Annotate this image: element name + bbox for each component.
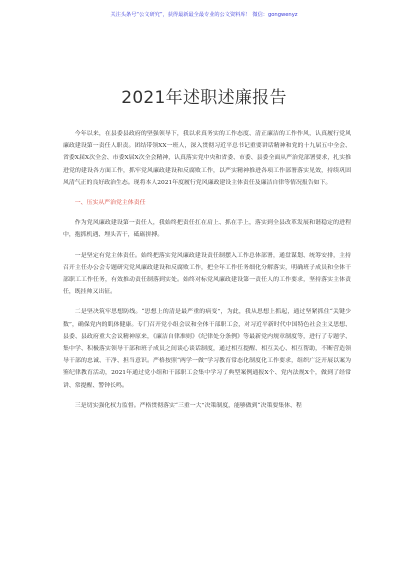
body-paragraph: 二是坚决筑牢思想防线。“思想上的清是最严重的病变”，为此，我从思想上抓起，通过坚紧抓住“关键少数”，确保党内的肌体健康。专门召开党小组会议和全体干部职工会，对习近平新时代中国特色社会主义思想、县委、县政府重大会议精神原来，《廉洁自律准则》《纪律处分条例》等最新党内规章制度等，进行了专题学、集中学、积极落实领导干部和班子成员之间谈心谈话制度，通过相互提醒、相互关心、相互帮助，不断营造领导干部的忠诚、干净、担当意识。严格按照“两学一做”学习教育常态化制度化工作要求，组织广泛开展以案为鉴纪律教育活动，2021年通过党小组和干部职工会集中学习了典型案例通报X个、党内法规X个，做到了经常讲、常提醒、警钟长鸣。 [63, 309, 351, 389]
document-body [63, 128, 351, 412]
document-title: 2021年述职述廉报告 [121, 88, 287, 108]
body-paragraph: 一是坚定有党主体责任。始终把落实党风廉政建设责任制摆入工作总体部署，通盘谋划、统筹安排，主持召开主任办公会专题研究党风廉政建设和反腐败工作，把全年工作任务细化分解落实，明确班子成员和全体干部职工工作任务，有效推动责任制落到实处。始终对标党风廉政建设第一责任人的工作要求，坚持落实主体责任，既挂帅又出征。 [63, 252, 351, 296]
promo-banner[interactable]: 关注头条号“公文研究”，获得最新最全最专业的公文资料库！ 微信：gongwenyz [110, 12, 298, 18]
body-paragraph: 作为党风廉政建设第一责任人，我始终把责任扛在肩上、抓在手上，落实到全县改革发展和谐稳定的进程中，抱抓机遇、埋头苦干，砥砺拼搏。 [63, 220, 351, 239]
body-paragraph: 三是切实强化权力监督。严格贯彻落实“三重一大”决策制度，能够做到“决策要集体、程 [74, 402, 302, 409]
intro-paragraph: 今年以来，在县委县政府的坚强领导下，我以求真务实的工作态度、清正廉洁的工作作风，认真履行党风廉政建设第一责任人职责。团结带领XX一班人，深入贯彻习近平总书记重要讲话精神和党的十九届五中全会、省委X届X次全会、市委X届X次全会精神，认真落实党中央和省委、市委、县委全面从严治党部署要求，扎实推进党的建设各方面工作，抓牢党风廉政建设和反腐败工作，以严实精神推进各项工作部署落实见效，持续巩固风清气正的良好政治生态。现将本人2021年度履行党风廉政建设主体责任及廉洁自律等情况报告如下。 [63, 131, 351, 186]
section-heading: 一、压实从严治党主体责任 [74, 200, 146, 207]
